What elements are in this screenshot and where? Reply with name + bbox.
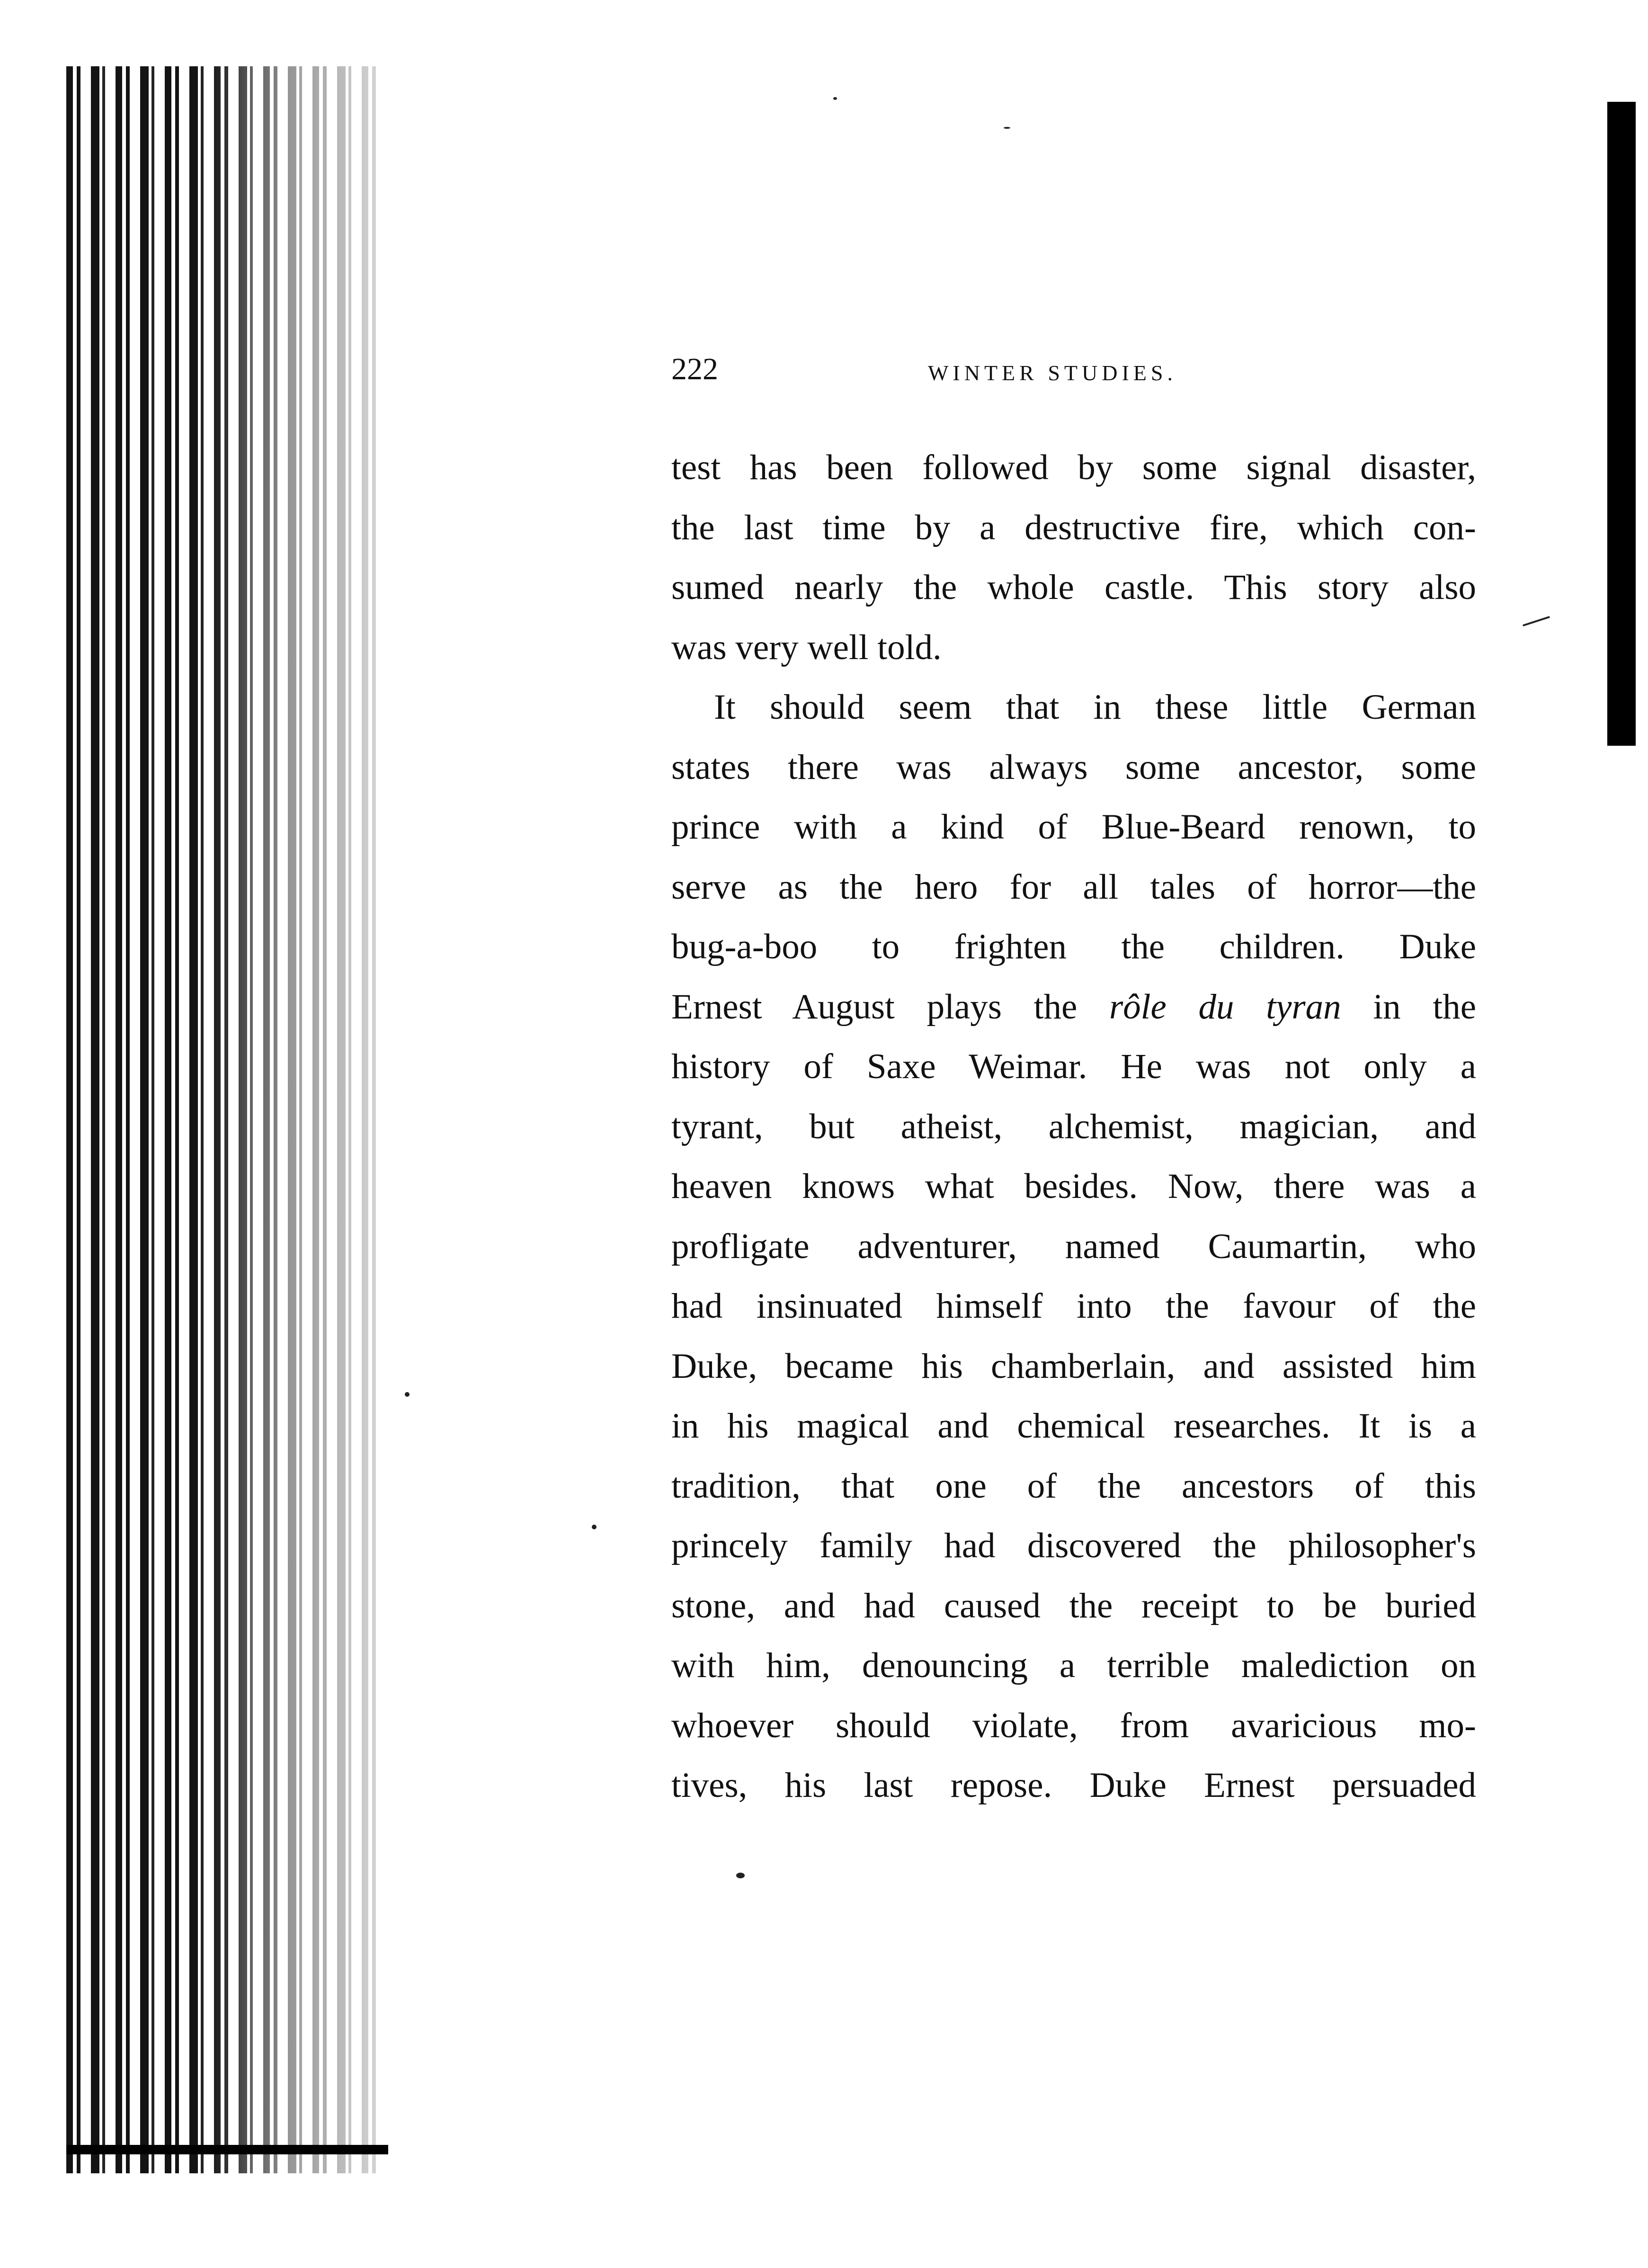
text-line: test has been followed by some signal disaster,	[671, 448, 1476, 487]
body-text	[671, 438, 1476, 1816]
text-line-with-italic	[671, 977, 1476, 1037]
text-line: states there was always some ancestor, some	[671, 747, 1476, 787]
scan-edge-bar	[1607, 102, 1636, 746]
scan-speck	[1523, 616, 1550, 626]
scan-speck	[736, 1873, 745, 1878]
text-line: princely family had discovered the philosopher's	[671, 1526, 1476, 1565]
text-line: serve as the hero for all tales of horror—the	[671, 867, 1476, 907]
running-head: WINTER STUDIES.	[928, 361, 1177, 385]
text-line: the last time by a destructive fire, which con-	[671, 508, 1476, 547]
text-line: with him, denouncing a terrible malediction on	[671, 1646, 1476, 1685]
page-header	[671, 348, 1495, 391]
scan-speck	[1004, 127, 1010, 129]
gutter-fade	[208, 66, 388, 2173]
scan-speck	[833, 97, 837, 100]
text-line: It should seem that in these little German	[714, 688, 1476, 727]
text-line: stone, and had caused the receipt to be buried	[671, 1586, 1476, 1625]
text-line: heaven knows what besides. Now, there was a	[671, 1167, 1476, 1206]
paragraph	[671, 438, 1476, 678]
page-number: 222	[671, 352, 718, 386]
text-segment: Ernest August plays the	[671, 987, 1078, 1027]
gutter-base-line	[66, 2145, 388, 2154]
scan-speck	[405, 1392, 410, 1397]
text-line: tradition, that one of the ancestors of this	[671, 1466, 1476, 1506]
text-line: in his magical and chemical researches. It is a	[671, 1406, 1476, 1446]
text-line: tyrant, but atheist, alchemist, magician, and	[671, 1107, 1476, 1146]
text-line: sumed nearly the whole castle. This story also	[671, 568, 1476, 607]
text-line: profligate adventurer, named Caumartin, who	[671, 1226, 1476, 1266]
text-line: was very well told.	[671, 627, 942, 667]
text-line: history of Saxe Weimar. He was not only a	[671, 1047, 1476, 1086]
scan-speck	[592, 1525, 597, 1529]
text-line: Duke, became his chamberlain, and assisted him	[671, 1346, 1476, 1386]
text-line: bug-a-boo to frighten the children. Duke	[671, 927, 1476, 966]
text-segment: in the	[1373, 987, 1477, 1027]
text-line: whoever should violate, from avaricious mo-	[671, 1705, 1476, 1745]
text-line: tives, his last repose. Duke Ernest persuaded	[671, 1766, 1476, 1805]
text-line: prince with a kind of Blue-Beard renown, to	[671, 807, 1476, 847]
italic-phrase: rôle du tyran	[1109, 987, 1341, 1027]
paragraph	[671, 678, 1476, 1816]
text-line: had insinuated himself into the favour of the	[671, 1286, 1476, 1326]
